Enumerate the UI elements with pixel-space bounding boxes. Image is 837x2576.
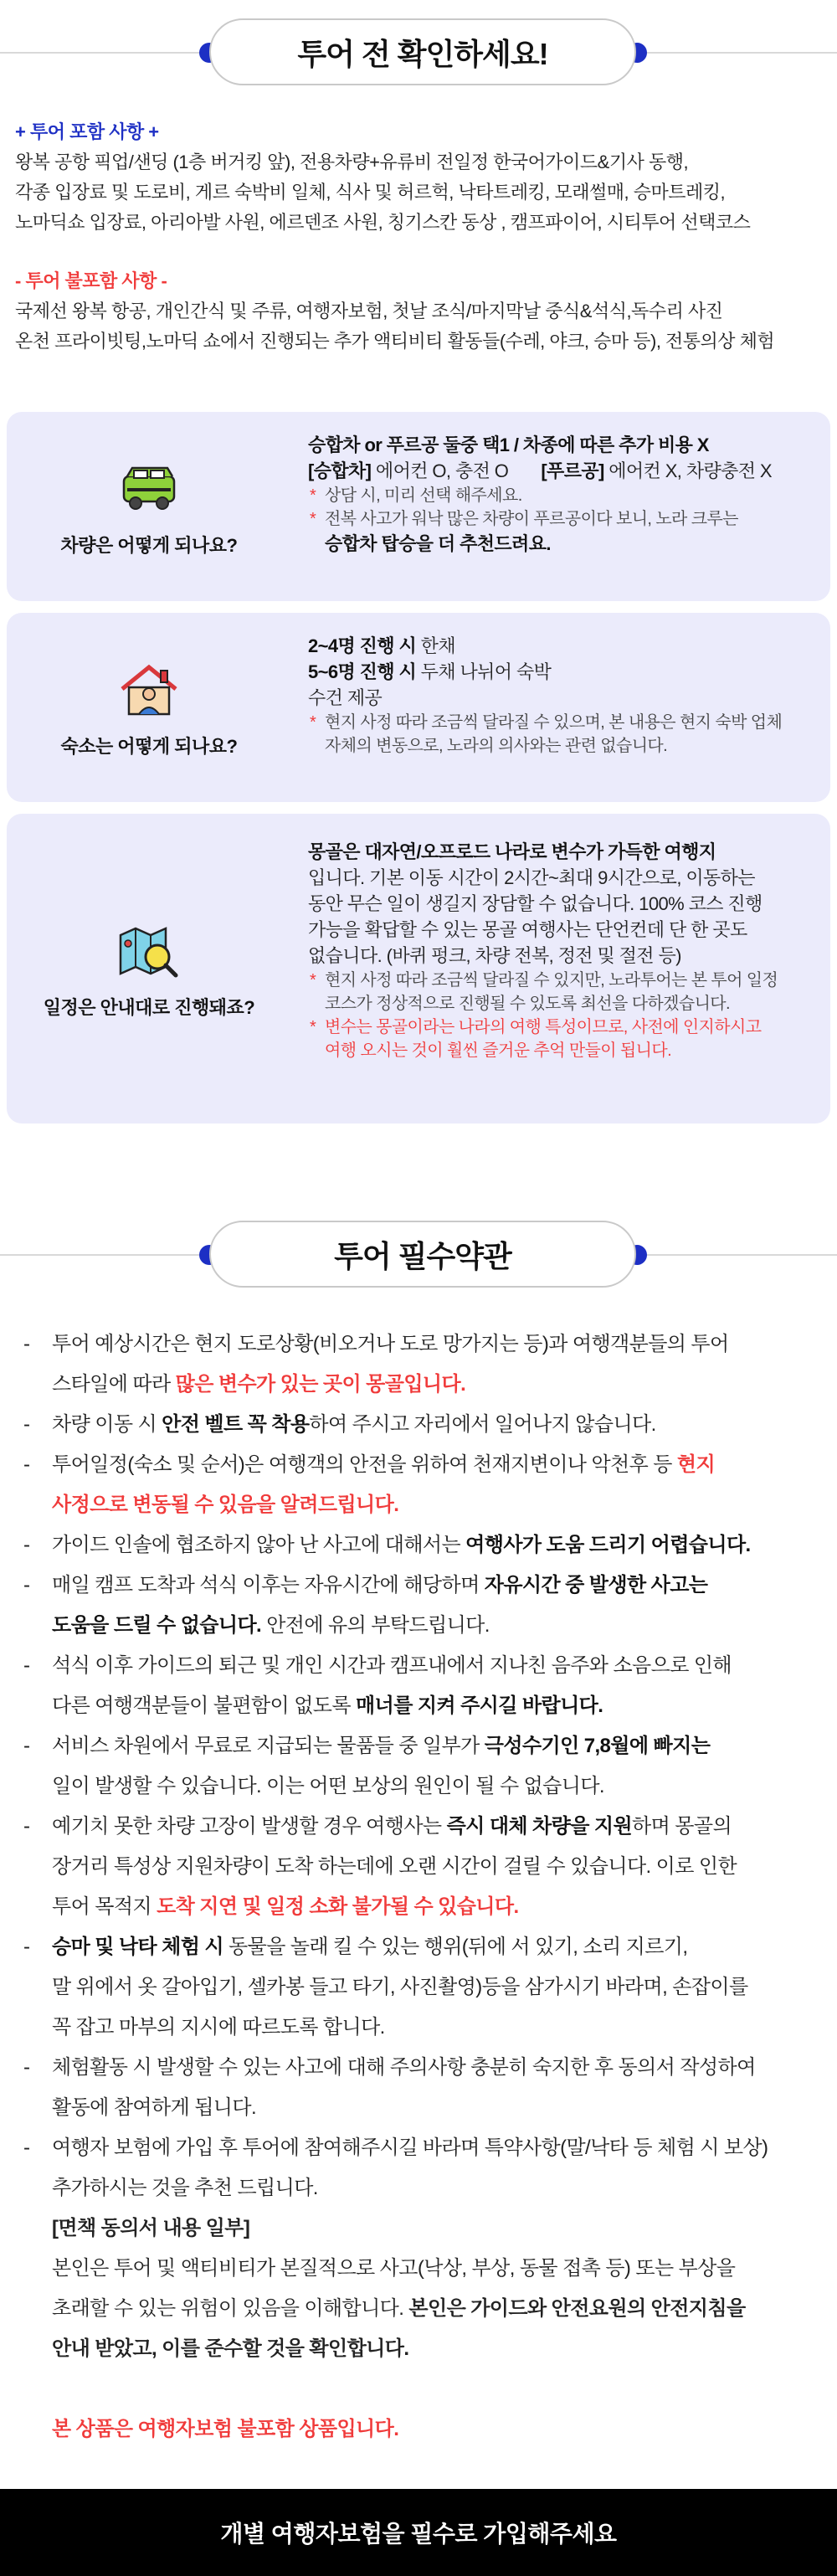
- answer-label: 2~4명 진행 시: [308, 635, 417, 656]
- term-item: [23, 2048, 819, 2128]
- included-title: + 투어 포함 사항 +: [15, 121, 159, 142]
- term-item: [23, 1566, 819, 1646]
- term-highlight: 많은 변수가 있는 곳이 몽골입니다.: [175, 1373, 466, 1396]
- term-bold: 자유시간 중 발생한 사고는: [484, 1574, 708, 1597]
- included-block: [15, 117, 827, 238]
- term-text: 안전에 유의 부탁드립니다.: [261, 1614, 490, 1637]
- included-line: 왕복 공항 픽업/샌딩 (1층 버거킹 앞), 전용차량+유류비 전일정 한국어가이드&기사 동행,: [15, 152, 689, 172]
- term-text: 석식 이후 가이드의 퇴근 및 개인 시간과 캠프내에서 지나친 음주와 소음으로 인해: [52, 1654, 732, 1677]
- term-highlight: 사정으로 변동될 수 있음을 알려드립니다.: [52, 1494, 399, 1516]
- section-header-terms: [0, 1221, 837, 1288]
- term-bold: 승마 및 낙타 체험 시: [52, 1936, 223, 1958]
- answer-heading: 승합차 or 푸르공 둘중 택1 / 차종에 따른 추가 비용 X: [308, 434, 709, 455]
- excluded-line: 국제선 왕복 항공, 개인간식 및 주류, 여행자보험, 첫날 조식/마지막날 중식&석식,독수리 사진: [15, 301, 723, 321]
- term-item: [23, 1726, 819, 1807]
- term-bold: 즉시 대체 차량을 지원: [446, 1815, 633, 1838]
- included-line: 각종 입장료 및 도로비, 게르 숙박비 일체, 식사 및 허르헉, 낙타트레킹, 모래썰매, 승마트레킹,: [15, 182, 726, 203]
- insurance-notice: [23, 2409, 819, 2450]
- term-text: 투어일정(숙소 및 순서)은 여행객의 안전을 위하여 천재지변이나 악천후 등: [52, 1453, 677, 1476]
- term-text: 동물을 놀래 킬 수 있는 행위(뒤에 서 있기, 소리 지르기,: [223, 1936, 688, 1958]
- term-text: 가이드 인솔에 협조하지 않아 난 사고에 대해서는: [52, 1534, 466, 1556]
- faq-left: [7, 613, 291, 802]
- term-item: [23, 1405, 819, 1445]
- term-text: 하여 주시고 자리에서 일어나지 않습니다.: [309, 1413, 656, 1436]
- term-highlight: 현지: [676, 1453, 716, 1476]
- answer-text: 입니다. 기본 이동 시간이 2시간~최대 9시간으로, 이동하는: [308, 867, 755, 888]
- answer-text: 가능을 확답할 수 있는 몽골 여행사는 단언컨데 단 한 곳도: [308, 919, 747, 940]
- waiver-text: 본인은 투어 및 액티비티가 본질적으로 사고(낙상, 부상, 동물 접촉 등) 또는 부상을: [52, 2257, 736, 2280]
- term-bold: 도움을 드릴 수 없습니다.: [52, 1614, 262, 1637]
- term-text: 말 위에서 옷 갈아입기, 셀카봉 들고 타기, 사진촬영)등을 삼가시기 바라며, 손잡이를: [52, 1976, 748, 1998]
- faq-question: 차량은 어떻게 되나요?: [60, 534, 238, 556]
- term-item: [23, 1807, 819, 1927]
- term-text: 투어 예상시간은 현지 도로상황(비오거나 도로 망가지는 등)과 여행객분들의 투어: [52, 1333, 729, 1355]
- excluded-block: [15, 266, 827, 357]
- answer-note: * 현지 사정 따라 조금씩 달라질 수 있으며, 본 내용은 현지 숙박 업체: [308, 711, 819, 734]
- term-text: 체험활동 시 발생할 수 있는 사고에 대해 주의사항 충분히 숙지한 후 동의서 작성하여: [52, 2056, 756, 2079]
- term-item: [23, 2128, 819, 2208]
- excluded-title: - 투어 불포함 사항 -: [15, 270, 167, 291]
- answer-note: * 상담 시, 미리 선택 해주세요.: [308, 484, 819, 507]
- answer-label: 5~6명 진행 시: [308, 661, 417, 682]
- insurance-highlight: 본 상품은 여행자보험 불포함 상품입니다.: [52, 2418, 399, 2440]
- term-text: 예기치 못한 차량 고장이 발생할 경우 여행사는: [52, 1815, 447, 1838]
- faq-answer: [308, 839, 819, 1062]
- faq-question: 일정은 안내대로 진행돼죠?: [43, 996, 255, 1018]
- footer-banner: 개별 여행자보험을 필수로 가입해주세요: [0, 2489, 837, 2576]
- term-text: 하며 몽골의: [632, 1815, 732, 1838]
- term-text: 여행자 보험에 가입 후 투어에 참여해주시길 바라며 특약사항(말/낙타 등 체험 시 보상): [52, 2136, 768, 2159]
- faq-left: [7, 412, 291, 601]
- answer-text: 없습니다. (바퀴 펑크, 차량 전복, 정전 및 절전 등): [308, 945, 681, 966]
- answer-text: 두채 나뉘어 숙박: [416, 661, 552, 682]
- map-search-icon: [116, 918, 182, 985]
- term-text: 일이 발생할 수 있습니다. 이는 어떤 보상의 원인이 될 수 없습니다.: [52, 1775, 604, 1797]
- faq-left: [7, 814, 291, 1123]
- term-item: [23, 1324, 819, 1405]
- answer-note-bold: 승합차 탑승을 더 추천드려요.: [325, 533, 551, 554]
- faq-card-schedule: [7, 814, 830, 1123]
- term-item: [23, 1525, 819, 1566]
- house-icon: [116, 657, 182, 724]
- van-icon: [116, 456, 182, 523]
- term-bold: 매너를 지켜 주시길 바랍니다.: [356, 1694, 603, 1717]
- answer-note-red: * 변수는 몽골이라는 나라의 여행 특성이므로, 사전에 인지하시고: [308, 1015, 819, 1039]
- answer-heading: 몽골은 대자연/오프로드 나라로 변수가 가득한 여행지: [308, 841, 716, 862]
- waiver-block: [23, 2208, 819, 2369]
- excluded-line: 온천 프라이빗팅,노마딕 쇼에서 진행되는 추가 액티비티 활동들(수레, 야크, 승마 등), 전통의상 체험: [15, 331, 775, 352]
- answer-note: * 현지 사정 따라 조금씩 달라질 수 있지만, 노라투어는 본 투어 일정: [308, 969, 819, 992]
- faq-card-accommodation: [7, 613, 830, 802]
- faq-answer: [308, 633, 819, 758]
- answer-note: * 전복 사고가 워낙 많은 차량이 푸르공이다 보니, 노라 크루는: [308, 507, 819, 531]
- waiver-text: 초래할 수 있는 위험이 있음을 이해합니다.: [52, 2297, 409, 2320]
- answer-label: [푸르공]: [541, 460, 604, 481]
- term-text: 매일 캠프 도착과 석식 이후는 자유시간에 해당하며: [52, 1574, 485, 1597]
- term-text: 스타일에 따라: [52, 1373, 176, 1396]
- answer-note-cont: 자체의 변동으로, 노라의 의사와는 관련 없습니다.: [325, 737, 668, 755]
- term-text: 꼭 잡고 마부의 지시에 따르도록 합니다.: [52, 2016, 385, 2039]
- term-text: 차량 이동 시: [52, 1413, 162, 1436]
- waiver-title: [면책 동의서 내용 일부]: [52, 2217, 250, 2239]
- term-bold: 안전 벨트 꼭 착용: [162, 1413, 310, 1436]
- term-text: 활동에 참여하게 됩니다.: [52, 2096, 257, 2119]
- answer-note-red-cont: 여행 오시는 것이 훨씬 즐거운 추억 만들이 됩니다.: [325, 1041, 672, 1060]
- faq-answer: [308, 432, 819, 557]
- faq-card-vehicle: [7, 412, 830, 601]
- answer-text: 에어컨 O, 충전 O: [371, 460, 509, 481]
- answer-text: 수건 제공: [308, 687, 383, 708]
- answer-text: 동안 무슨 일이 생길지 장담할 수 없습니다. 100% 코스 진행: [308, 893, 763, 914]
- faq-question: 숙소는 어떻게 되나요?: [60, 735, 238, 757]
- term-bold: 여행사가 도움 드리기 어렵습니다.: [465, 1534, 751, 1556]
- term-text: 추가하시는 것을 추천 드립니다.: [52, 2177, 318, 2199]
- answer-text: 에어컨 X, 차량충전 X: [603, 460, 773, 481]
- section-header-check: [0, 18, 837, 85]
- term-text: 다른 여행객분들이 불편함이 없도록: [52, 1694, 357, 1717]
- term-item: [23, 1445, 819, 1525]
- section-title: 투어 전 확인하세요!: [209, 18, 636, 85]
- term-item: [23, 1646, 819, 1726]
- term-text: 투어 목적지: [52, 1895, 157, 1918]
- term-text: 장거리 특성상 지원차량이 도착 하는데에 오랜 시간이 걸릴 수 있습니다. 이로 인한: [52, 1855, 737, 1878]
- term-text: 서비스 차원에서 무료로 지급되는 물품들 중 일부가: [52, 1735, 485, 1757]
- term-item: [23, 1927, 819, 2048]
- term-bold: 극성수기인 7,8월에 빠지는: [484, 1735, 711, 1757]
- waiver-bold: 안내 받았고, 이를 준수할 것을 확인합니다.: [52, 2337, 409, 2360]
- section-title: 투어 필수약관: [209, 1221, 636, 1288]
- answer-note-cont: 코스가 정상적으로 진행될 수 있도록 최선을 다하겠습니다.: [325, 995, 730, 1013]
- waiver-bold: 본인은 가이드와 안전요원의 안전지침을: [408, 2297, 746, 2320]
- answer-text: 한채: [416, 635, 455, 656]
- term-highlight: 도착 지연 및 일정 소화 불가될 수 있습니다.: [157, 1895, 519, 1918]
- terms-list: [23, 1324, 819, 2450]
- included-line: 노마딕쇼 입장료, 아리아발 사원, 에르덴조 사원, 칭기스칸 동상 , 캠프파이어, 시티투어 선택코스: [15, 212, 751, 233]
- answer-label: [승합차]: [308, 460, 372, 481]
